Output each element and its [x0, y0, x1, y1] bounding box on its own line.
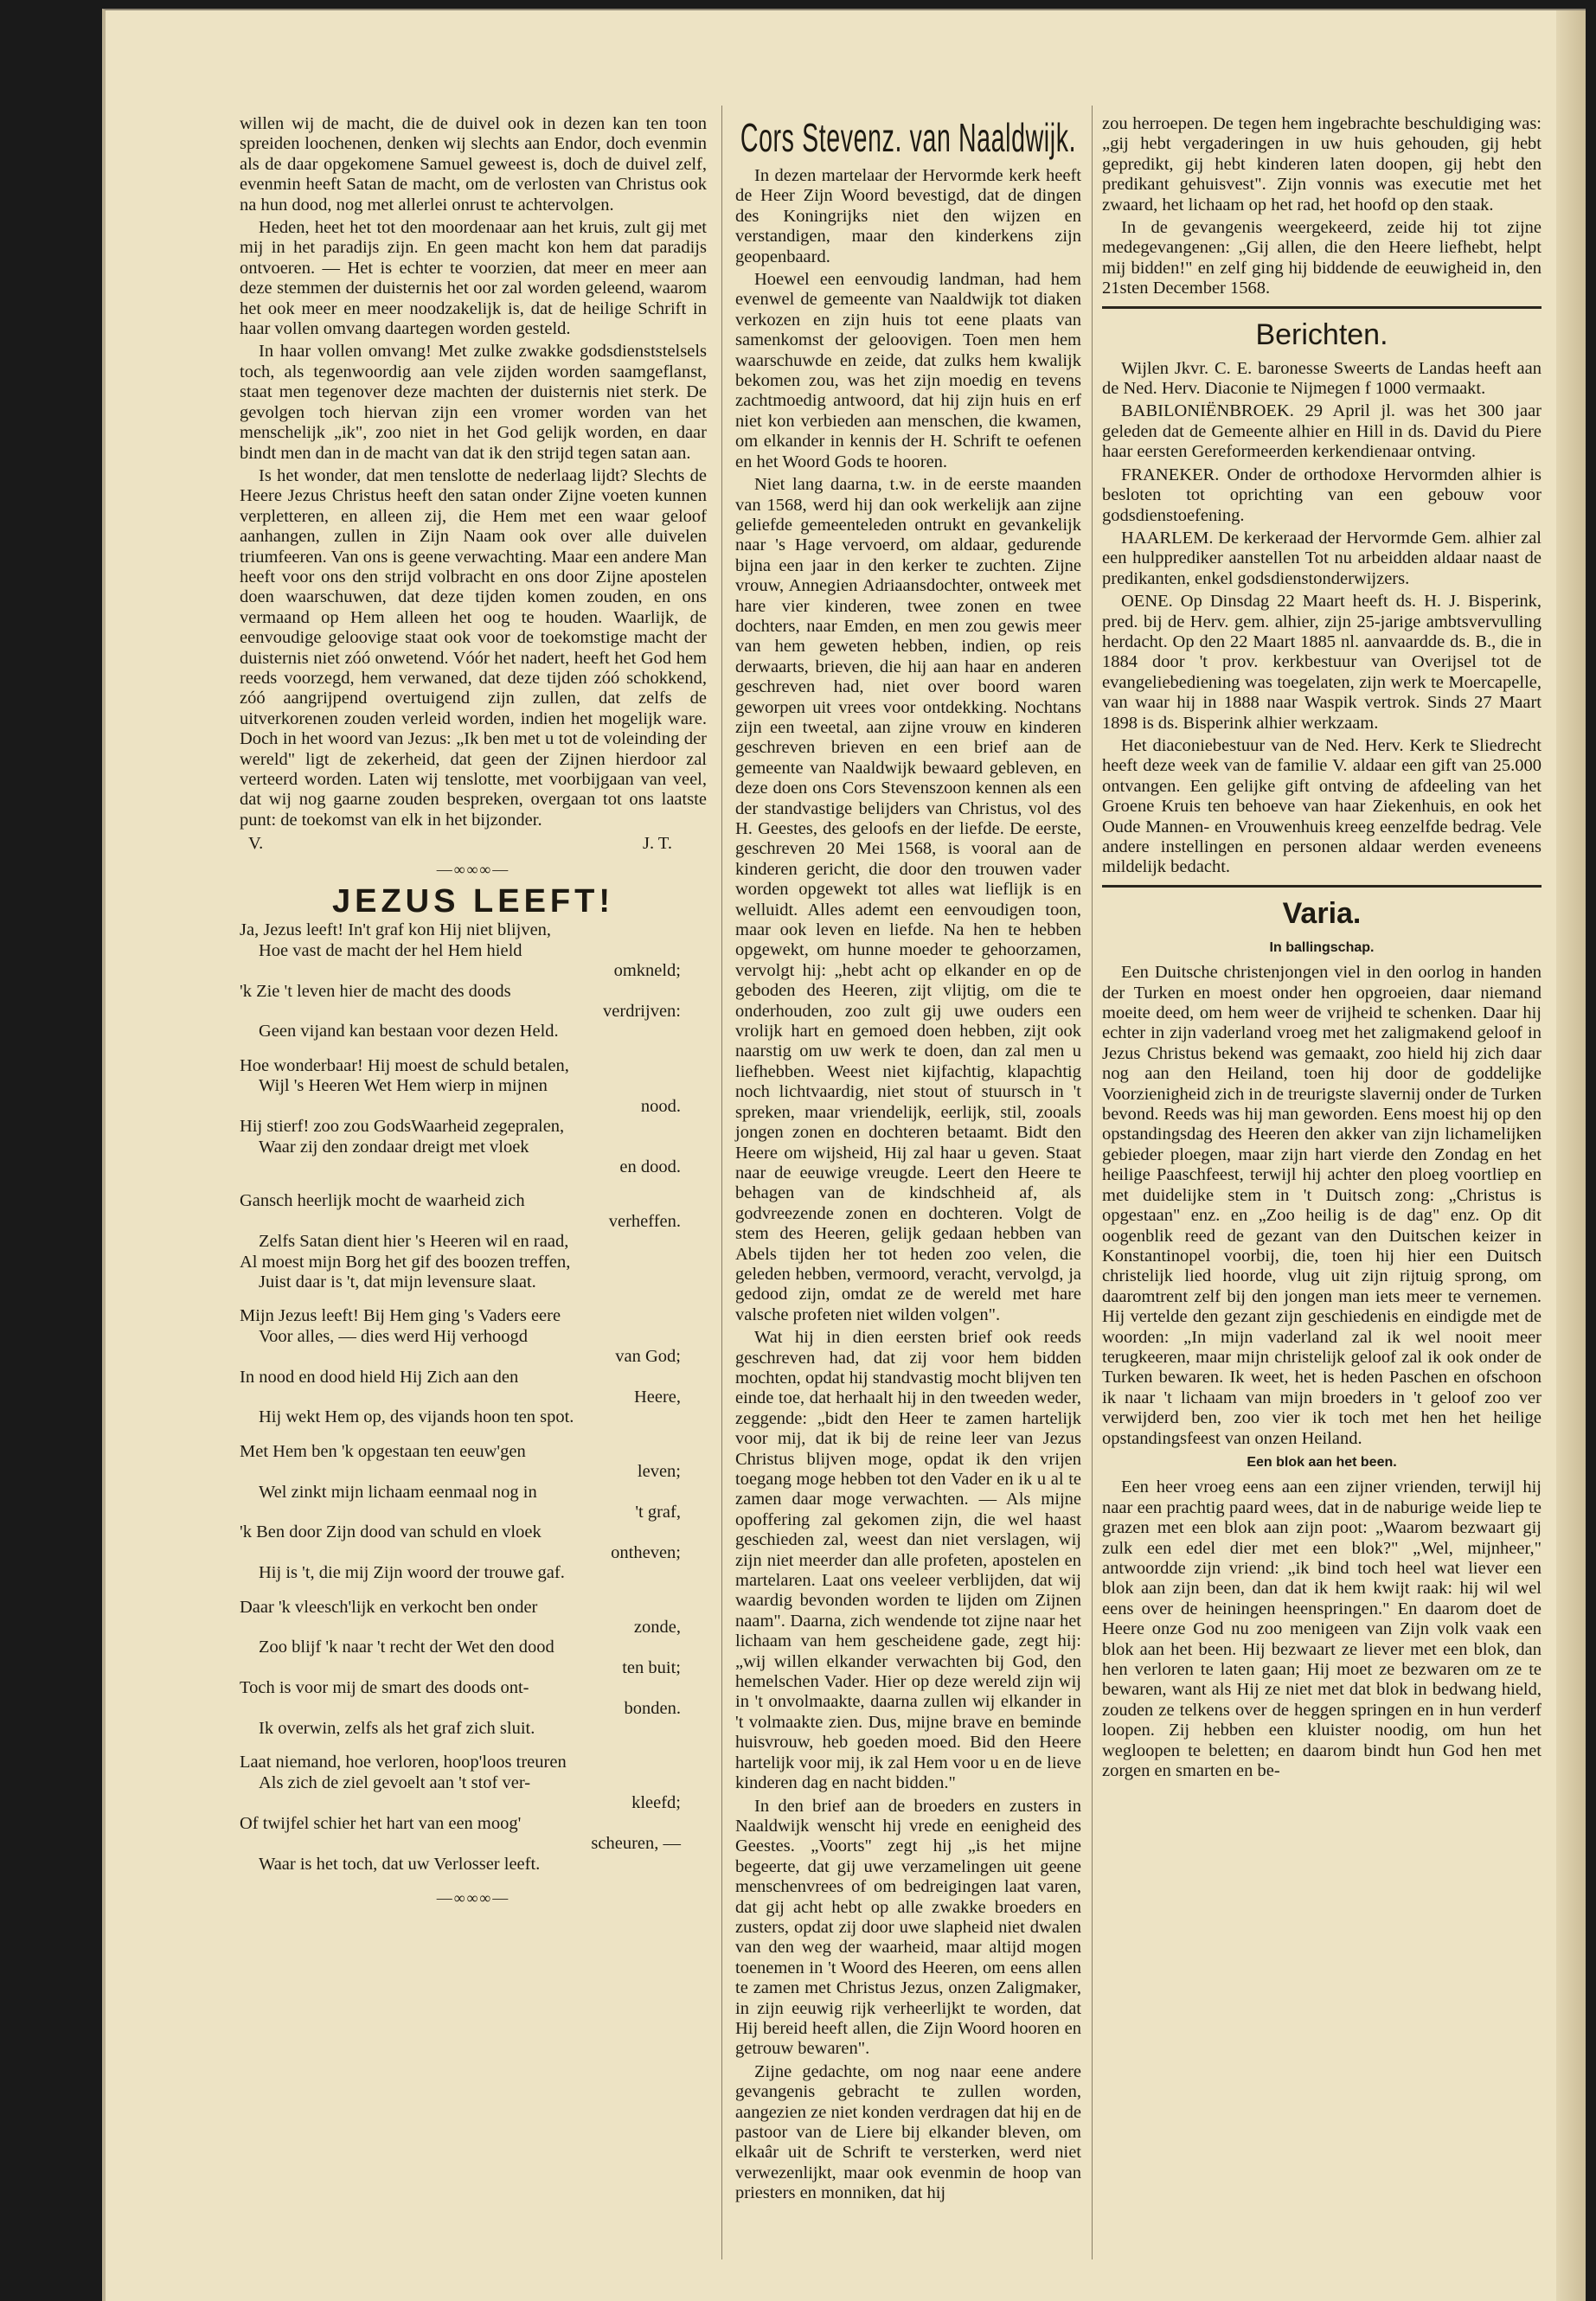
article-paragraph: Zijne gedachte, om nog naar eene andere gevangenis gebracht te zullen worden, aangezien ze niet konden verdragen dat hij en de pastoor van de Liere bij elkander bleven, om elkaâr uit de Schrift te versterken, werd niet verwezenlijkt, maar ook evenmin de hoop van priesters en monniken, dat hij — [735, 2061, 1081, 2203]
article-paragraph: willen wij de macht, die de duivel ook in dezen kan ten toon spreiden loochenen, denken wij slechts aan Endor, doch evenmin als de daar opgekomene Samuel geweest is, doch de duivel zelf, evenmin heeft Satan de macht, om de verlosten van Christus ook na hun dood, nog met allerlei onrust te achtervolgen. — [240, 114, 707, 215]
subheading: In ballingschap. — [1269, 939, 1375, 955]
article-paragraph: Niet lang daarna, t.w. in de eerste maanden van 1568, werd hij dan ook werkelijk aan zijne geliefde gemeenteleden ontrukt en gevankelijk naar 's Hage vervoerd, om aldaar, gedurende bijna een jaar in den kerker te zuchten. Zijne vrouw, Annegien Adriaansdochter, ontweek met hare vier kinderen, twee zonen en twee dochters, naar Emden, en men zou gewis meer van hem geweten hebben, indien, op reis derwaarts, brieven, die hij aan haar en anderen geschreven had, niet over boord waren geworpen uit vrees voor ontdekking. Nochtans zijn een tweetal, aan zijne vrouw en kinderen geschreven brieven en een brief aan de gemeente van Naaldwijk bewaard gebleven, en deze doen ons Cors Stevenszoon kennen als een der standvastige belijders van Christus, vol des H. Geestes, des geloofs en der liefde. De eerste, geschreven 20 Mei 1568, is vooral aan de kinderen gericht, die door den trouwen vader worden opgewekt tot alles wat lieflijk is en welluidt. Alles ademt een eenvoudigen toon, maar ook leven en liefde. Na hen te hebben opgewekt, om hunne moeder te gehoorzamen, vervolgt hij: „hebt acht op elkander en op de geboden des Heeren, zijt vlijtig, om die te onderhouden, zoo zult gij uwe ouders een vrolijk hart en gemoed doen hebben, zijt ook naarstig om uw werk te doen, dan zal men u liefhebben. Weest niet kijfachtig, klapachtig noch lichtvaardig, niet stout of stuursch in 't spreken, maar vriendelijk, eerlijk, stil, zooals jongen zonen en dochteren betaamt. Bidt den Heere om wijsheid, Hij zal haar u geven. Staat naar de eeuwige vreugde. Leert den Heere te behagen van de kindschheid af, als godvreezende zonen en dochteren. Volgt de stem des Heeren, gelijk gedaan hebben van Abels tijden her tot heden zoo velen, die geleden hebben, vermoord, veracht, vervolgd, ja gedood zijn, omdat ze de wereld met hare valsche profeten niet wilden volgen". — [735, 475, 1081, 1324]
poem-line: zonde, — [633, 1618, 681, 1638]
article-paragraph: Hoewel een eenvoudig landman, had hem evenwel de gemeente van Naaldwijk tot diaken verkozen en zijn huis tot eene plaats van samenkomst der geloovigen. Toen men hem waarschuwde en zeide, dat zulks hem kwalijk bekomen zou, was het zijn moedig en tevens zachtmoedig antwoord, dat hij zijn huis en erf niet kon verbieden aan menschen, die kwamen, om elkander in kennis der H. Schrift te oefenen en het Woord Gods te hooren. — [735, 270, 1081, 471]
poem-line: Hoe wonderbaar! Hij moest de schuld betalen, — [240, 1055, 569, 1075]
poem-line: van God; — [615, 1347, 681, 1367]
column-left — [240, 114, 707, 1913]
poem-line: Ik overwin, zelfs als het graf zich sluit. — [259, 1719, 535, 1739]
article-paragraph: zou herroepen. De tegen hem ingebrachte beschuldiging was: „gij hebt vergaderingen in uw huis gehouden, gij hebt gepredikt, gij hebt kinderen laten doopen, gij hebt den predikant gehuisvest". Zijn vonnis was executie met het zwaard, het lichaam op het rad, het hoofd op den staak. — [1102, 114, 1542, 215]
poem-line: Al moest mijn Borg het gif des boozen treffen, — [240, 1252, 571, 1272]
poem-line: 't graf, — [635, 1503, 681, 1522]
poem-line: kleefd; — [631, 1793, 681, 1813]
poem-stanza — [240, 1598, 707, 1740]
news-item: HAARLEM. De kerkeraad der Hervormde Gem. alhier zal een hulpprediker aanstellen Tot nu arbeidden aldaar naast de predikanten, enkel godsdienstonderwijzers. — [1102, 528, 1542, 588]
poem-line: Toch is voor mij de smart des doods ont- — [240, 1678, 529, 1698]
article-title: Cors Stevenz. van Naaldwijk. — [740, 115, 1077, 160]
column-right — [1102, 114, 1542, 1784]
poem-line: nood. — [640, 1096, 681, 1116]
ornament-divider: —∞∞∞— — [436, 1888, 510, 1907]
poem-line: ten buit; — [622, 1657, 681, 1677]
article-paragraph: In dezen martelaar der Hervormde kerk heeft de Heer Zijn Woord bevestigd, dat de dingen des Koningrijks niet den wijzen en verstandigen, maar den kinderkens zijn geopenbaard. — [735, 166, 1081, 266]
poem-line: Hij wekt Hem op, des vijands hoon ten spot. — [259, 1407, 574, 1427]
poem-stanza — [240, 1056, 707, 1177]
poem-line: Hij is 't, die mij Zijn woord der trouwe gaf. — [259, 1563, 565, 1583]
poem-line: Mijn Jezus leeft! Bij Hem ging 's Vaders eere — [240, 1306, 561, 1326]
poem-line: Juist daar is 't, dat mijn levensure slaat. — [259, 1272, 536, 1292]
page-edge — [1556, 10, 1586, 2301]
article-paragraph: In den brief aan de broeders en zusters in Naaldwijk wenscht hij vrede en eenigheid des Geestes. „Voorts" zegt hij „is het mijne begeerte, dat gij uwe verzamelingen uit geene menschenvrees of om bedreigingen laat varen, dat gij acht hebt op alle zwakke broeders en zusters, opdat zij door uwe slapheid niet dwalen van den weg der waarheid, maar altijd mogen toenemen in 't Woord des Heeren, om eens allen te zamen met Christus Jezus, onzen Zaligmaker, in zijn eeuwig rijk verheerlijkt te worden, dat Hij bereid heeft allen, die Zijn Woord hooren en getrouw bewaren". — [735, 1796, 1081, 2059]
signature-right: J. T. — [643, 834, 672, 854]
article-paragraph: Wat hij in dien eersten brief ook reeds geschreven had, dat zij voor hem bidden mochten, opdat hij standvastig mocht blijven ten einde toe, dat herhaalt hij in den tweeden weder, zeggende: „bidt den Heer te zamen hartelijk voor mij, dat ik bij de reine leer van Jezus Christus blijven moge, opdat ik den vrijen toegang moge hebben tot den Vader en ik u al te zamen daar moge verwachten. — Als mijne opoffering zal gekomen zijn, die wel haast geschieden zal, weest dan niet verslagen, wij zijn niet meerder dan alle profeten, apostelen en martelaren. Laat ons veeleer verblijden, dat wij waardig bevonden worden te lijden om Zijnen naam". Daarna, zich wendende tot zijne naar het lichaam van hem gescheidene gade, zegt hij: „wij willen elkander verwachten bij God, den hemelschen Vader. Hier op deze wereld zijn wij in 't onvolmaakte, daarna zullen wij elkander in 't volmaakte zien. Dus, mijne brave en beminde huisvrouw, heb goeden moed. Bid den Heere hartelijk voor mij, ik zal Hem voor u en de lieve kinderen dag en nacht bidden." — [735, 1328, 1081, 1793]
poem-line: Wijl 's Heeren Wet Hem wierp in mijnen — [259, 1076, 548, 1096]
poem-line: ontheven; — [611, 1542, 681, 1562]
poem-line: Geen vijand kan bestaan voor dezen Held. — [259, 1022, 559, 1042]
column-divider — [721, 106, 722, 2259]
poem-stanza — [240, 920, 707, 1042]
poem-stanza — [240, 1753, 707, 1874]
news-item: BABILONIËNBROEK. 29 April jl. was het 300 jaar geleden dat de Gemeente alhier en Hill in ds. David du Piere haar eersten Gereformeerden kerkendienaar ontving. — [1102, 401, 1542, 462]
news-item: OENE. Op Dinsdag 22 Maart heeft ds. H. J. Bisperink, pred. bij de Herv. gem. alhier, zijn 25-jarige ambtsvervulling herdacht. Op den 22 Maart 1885 nl. aanvaardde ds. B., die in 1884 door 't prov. kerkbestuur van Overijsel tot de evangeliebediening was toegelaten, zijn werk te Moercapelle, van waar hij in 1888 naar Waspik vertrok. Sinds 27 Maart 1898 is ds. Bisperink alhier werkzaam. — [1102, 592, 1542, 733]
newspaper-page — [102, 9, 1586, 2301]
poem-line: Of twijfel schier het hart van een moog' — [240, 1813, 522, 1833]
signature-line — [240, 834, 707, 854]
column-middle — [735, 114, 1081, 2207]
poem-line: scheuren, — — [591, 1834, 681, 1854]
section-rule — [1102, 306, 1542, 309]
poem-line: Heere, — [633, 1387, 681, 1407]
poem-line: Zoo blijf 'k naar 't recht der Wet den dood — [259, 1638, 554, 1657]
poem-line: Wel zinkt mijn lichaam eenmaal nog in — [259, 1482, 537, 1502]
poem-line: 'k Zie 't leven hier de macht des doods — [240, 981, 511, 1001]
poem-line: Waar zij den zondaar dreigt met vloek — [259, 1137, 529, 1157]
poem-line: Als zich de ziel gevoelt aan 't stof ver- — [259, 1772, 531, 1792]
poem-line: Hoe vast de macht der hel Hem hield — [259, 940, 522, 960]
poem-line: Met Hem ben 'k opgestaan ten eeuw'gen — [240, 1441, 526, 1461]
signature-left: V. — [248, 834, 264, 854]
article-paragraph: Is het wonder, dat men tenslotte de nederlaag lijdt? Slechts de Heere Jezus Christus heeft den satan onder Zijne voeten kunnen verpletteren, en alleen zij, die Hem met een waar geloof aanhangen, zullen in Zijn Naam ook over alle duivelen triumfeeren. Van ons is geene verwachting. Maar een andere Man heeft voor ons den strijd volbracht en ons door Zijne apostelen doen waarschuwen, dat deze tijden komen zouden, en ons vermaand op Hem alleen het oog te houden. Waarlijk, de eenvoudige geloovige staat ook voor de toekomstige macht der duisternis niet zóó onwetend. Vóór het nadert, heeft het God hem reeds voorzegd, hem verwaned, dat deze tijden zóó schokkend, zóó aangrijpend overtuigend zijn zullen, dat zelfs de uitverkorenen zouden verleid worden, indien het mogelijk ware. Doch in het woord van Jezus: „Ik ben met u tot de voleinding der wereld" ligt de zekerheid, dat geen der Zijnen hierdoor zal verteerd worden. Laten wij tenslotte, met voorbijgaan van veel, dat wij nog gaarne zouden bespreken, overgaan tot ons laatste punt: de toekomst van elk in het bijzonder. — [240, 465, 707, 830]
poem-line: Ja, Jezus leeft! In't graf kon Hij niet blijven, — [240, 920, 552, 940]
poem-line: Zelfs Satan dient hier 's Heeren wil en raad, — [259, 1232, 569, 1252]
poem-line: 'k Ben door Zijn dood van schuld en vloek — [240, 1522, 542, 1542]
poem-line: verheffen. — [608, 1211, 681, 1231]
poem-line: Waar is het toch, dat uw Verlosser leeft. — [259, 1854, 541, 1874]
news-item: Het diaconiebestuur van de Ned. Herv. Kerk te Sliedrecht heeft deze week van de familie V. aldaar een gift van 25.000 ontvangen. Een gelijke gift ontving de afdeeling van het Groene Kruis ten behoeve van haar Ziekenhuis, en ook het Oude Mannen- en Vrouwenhuis kreeg eenzelfde bedrag. Vele andere instellingen en personen aldaar werden eveneens mildelijk bedacht. — [1102, 735, 1542, 877]
news-item: FRANEKER. Onder de orthodoxe Hervormden alhier is besloten tot oprichting van een gebouw voor godsdienstoefening. — [1102, 465, 1542, 525]
article-paragraph: Heden, heet het tot den moordenaar aan het kruis, zult gij met mij in het paradijs zijn. En geen macht kon hem dat paradijs ontvoeren. — Het is echter te voorzien, dat meer en meer aan deze stemmen der duisternis het oor zal worden geleend, waarom het ook meer en meer noodzakelijk is, dat de heilige Schrift in haar vollen omvang daartegen worden gesteld. — [240, 218, 707, 339]
poem-line: verdrijven: — [603, 1002, 681, 1022]
poem-line: Voor alles, — dies werd Hij verhoogd — [259, 1326, 529, 1346]
subheading: Een blok aan het been. — [1247, 1454, 1397, 1470]
column-divider — [1092, 106, 1093, 2259]
poem-stanza — [240, 1306, 707, 1427]
poem-line: leven; — [637, 1462, 681, 1482]
article-paragraph: Een Duitsche christenjongen viel in den oorlog in handen der Turken en moest onder hen opgroeien, daar niemand moeite deed, om hem weer de vrijheid te schenken. Daar hij echter in zijn vaderland vroeg met het zaligmakend geloof in Jezus Christus bekend was gemaakt, zoo hield hij zich daar nog aan den Heiland, toen hij door de goddelijke Voorzienigheid zich in de treurigste slavernij onder de Turken bevond. Reeds was hij man geworden. Eens moest hij op den opstandingsdag des Heeren den akker van zijn lichamelijken gebieder ploegen, maar zijn hart vierde den Zondag en het heilige Paaschfeest, terwijl hij achter den ploeg voortliep en met duidelijke stem in 't Duitsch zong: „Christus is opgestaan" enz. en „Zoo heilig is de dag" enz. Op dit oogenblik reed de gezant van den Duitschen keizer in Konstantinopel voorbij, die, toen hij hier een Duitsch christelijk lied hoorde, vlug uit zijn rijtuig sprong, om daaromtrent zelf bij den jongen man iets meer te vernemen. Hij vertelde den gezant zijn geschiedenis en eindigde met de woorden: „In mijn vaderland zal ik wel nooit meer terugkeeren, maar mijn christelijk geloof zal ik ook onder de Turken bewaren. Ik weet, het is heden Paschen en ofschoon ik naar 't lichaam van mijn broeders in 't geloof zoo ver verwijderd ben, zoo vier ik toch met hen het heilige opstandingsfeest van onzen Heiland. — [1102, 963, 1542, 1448]
poem-title: JEZUS LEEFT! — [331, 883, 615, 920]
ornament-divider: —∞∞∞— — [436, 860, 510, 878]
poem-line: In nood en dood hield Hij Zich aan den — [240, 1367, 519, 1387]
poem-line: en dood. — [619, 1157, 681, 1176]
poem-line: Hij stierf! zoo zou GodsWaarheid zegepralen, — [240, 1117, 565, 1137]
poem-line: Daar 'k vleesch'lijk en verkocht ben onder — [240, 1597, 538, 1617]
poem-line: Gansch heerlijk mocht de waarheid zich — [240, 1191, 525, 1211]
poem-line: bonden. — [624, 1698, 681, 1718]
article-paragraph: In de gevangenis weergekeerd, zeide hij tot zijne medegevangenen: „Gij allen, die den Heere liefhebt, helpt mij bidden!" en zelf ging hij biddende de eeuwigheid in, den 21sten December 1568. — [1102, 218, 1542, 298]
poem-stanza — [240, 1442, 707, 1584]
section-title-varia: Varia. — [1282, 896, 1362, 930]
poem-stanza — [240, 1191, 707, 1292]
article-paragraph: Een heer vroeg eens aan een zijner vrienden, terwijl hij naar een prachtig paard wees, dat in de naburige weide liep te grazen met een blok aan zijn poot: „Waarom bezwaart gij zulk een edel dier met een blok?" „Wel, mijnheer," antwoordde zijn vriend: „ik bind toch heel wat liever een blok aan zijn been, dan dat ik hem kwijt raak: hij wil wel eens over de heiningen heenspringen." En daarom doet de Heere onze God nu zoo menigeen van Zijn volk vaak een blok aan het been. Hij bezwaart ze liever met een blok, dan hen verloren te laten gaan; Hij moet ze bezwaren om ze te bewaren, want als Hij ze niet met dat blok in bedwang hield, zouden ze telkens over de heggen springen en in hun verderf loopen. Zij hebben een kluister noodig, om hun het wegloopen te beletten; en daarom bindt hun God hen met zorgen en smarten en be- — [1102, 1477, 1542, 1781]
poem-line: omkneld; — [613, 961, 681, 981]
news-item: Wijlen Jkvr. C. E. baronesse Sweerts de Landas heeft aan de Ned. Herv. Diaconie te Nijmegen f 1000 vermaakt. — [1102, 358, 1542, 399]
article-paragraph: In haar vollen omvang! Met zulke zwakke godsdienststelsels toch, als tegenwoordig aan vele zijden worden saamgeflanst, staat men tegenover deze machten der duisternis niet sterk. De gevolgen toch hiervan zijn een vromer worden van het menschelijk „ik", zoo niet in het God gelijk worden, en daar bindt men dan in de macht van dat ik den strijd tegen satan aan. — [240, 342, 707, 463]
poem-line: Laat niemand, hoe verloren, hoop'loos treuren — [240, 1753, 567, 1772]
section-rule — [1102, 885, 1542, 888]
section-title-berichten: Berichten. — [1255, 317, 1388, 351]
